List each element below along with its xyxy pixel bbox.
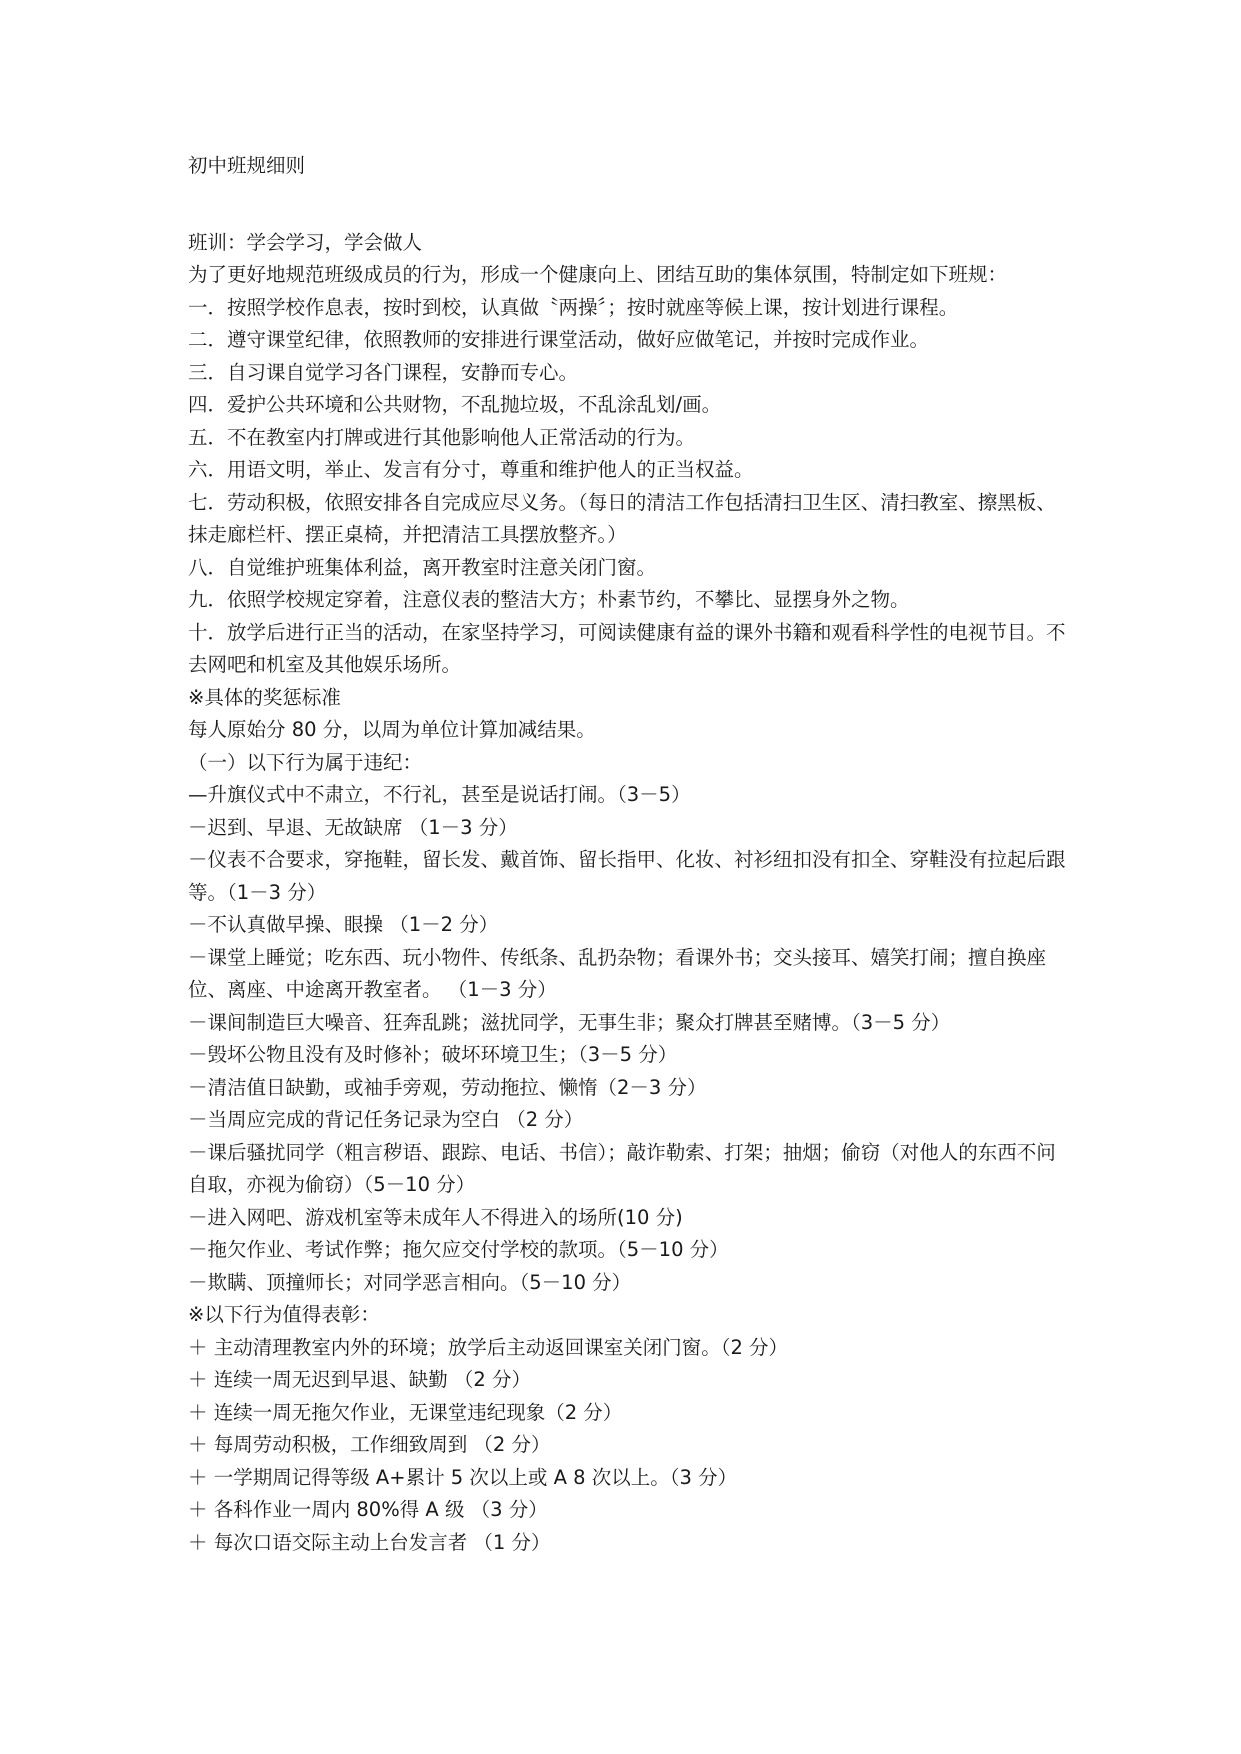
title-spacer [188, 183, 1068, 227]
violation-item: －迟到、早退、无故缺席 （1－3 分） [188, 815, 518, 839]
commendation-item: ＋ 主动清理教室内外的环境；放学后主动返回课室关闭门窗。（2 分） [188, 1335, 789, 1359]
commendations-list [188, 1332, 1068, 1560]
rule-item: 八．自觉维护班集体利益，离开教室时注意关闭门窗。 [188, 555, 657, 579]
commendation-item: ＋ 每次口语交际主动上台发言者 （1 分） [188, 1530, 551, 1554]
violation-item: －进入网吧、游戏机室等未成年人不得进入的场所(10 分) [188, 1205, 683, 1229]
commendation-item: ＋ 各科作业一周内 80%得 A 级 （3 分） [188, 1498, 548, 1521]
document-title: 初中班规细则 [188, 154, 306, 177]
commend-heading: ※以下行为值得表彰： [188, 1303, 380, 1326]
commendation-item: ＋ 一学期周记得等级 A+累计 5 次以上或 A 8 次以上。（3 分） [188, 1465, 738, 1489]
violation-item: －不认真做早操、眼操 （1－2 分） [188, 913, 499, 936]
rule-item: 四．爱护公共环境和公共财物，不乱抛垃圾，不乱涂乱划/画。 [188, 393, 722, 416]
rule-item: 九．依照学校规定穿着，注意仪表的整洁大方；朴素节约，不攀比、显摆身外之物。 [188, 588, 910, 611]
rule-item: 十．放学后进行正当的活动，在家坚持学习，可阅读健康有益的课外书籍和观看科学性的电视节目。不去网吧和机室及其他娱乐场所。 [188, 620, 1066, 676]
violation-item: －拖欠作业、考试作弊；拖欠应交付学校的款项。（5－10 分） [188, 1238, 729, 1261]
rules-list [188, 292, 1068, 682]
document-body [188, 150, 1068, 1559]
violation-item: －毁坏公物且没有及时修补；破坏环境卫生；（3－5 分） [188, 1043, 678, 1066]
violation-item: －欺瞒、顶撞师长；对同学恶言相向。（5－10 分） [188, 1270, 632, 1294]
rule-item: 六．用语文明，举止、发言有分寸，尊重和维护他人的正当权益。 [188, 458, 754, 481]
violation-item: —升旗仪式中不肃立，不行礼，甚至是说话打闹。（3－5） [188, 783, 691, 806]
violation-item: －当周应完成的背记任务记录为空白 （2 分） [188, 1108, 584, 1131]
rule-item: 三．自习课自觉学习各门课程，安静而专心。 [188, 360, 579, 384]
base-score: 每人原始分 80 分，以周为单位计算加减结果。 [188, 718, 596, 741]
commendation-item: ＋ 连续一周无迟到早退、缺勤 （2 分） [188, 1368, 532, 1391]
commendation-item: ＋ 连续一周无拖欠作业，无课堂违纪现象（2 分） [188, 1400, 623, 1424]
violation-item: －课后骚扰同学（粗言秽语、跟踪、电话、书信）；敲诈勒索、打架；抽烟；偷窃（对他人的东西不问自取，亦视为偷窃）（5－10 分） [188, 1140, 1056, 1196]
rule-item: 二．遵守课堂纪律，依照教师的安排进行课堂活动，做好应做笔记，并按时完成作业。 [188, 328, 930, 351]
violation-item: －仪表不合要求，穿拖鞋，留长发、戴首饰、留长指甲、化妆、衬衫纽扣没有扣全、穿鞋没有拉起后跟等。（1－3 分） [188, 848, 1066, 904]
violations-heading: （一）以下行为属于违纪： [188, 750, 423, 774]
intro-paragraph: 为了更好地规范班级成员的行为，形成一个健康向上、团结互助的集体氛围，特制定如下班规： [188, 263, 1008, 286]
commendation-item: ＋ 每周劳动积极，工作细致周到 （2 分） [188, 1433, 551, 1456]
class-motto: 班训：学会学习，学会做人 [188, 230, 423, 254]
rule-item: 五．不在教室内打牌或进行其他影响他人正常活动的行为。 [188, 425, 696, 449]
violation-item: －课堂上睡觉；吃东西、玩小物件、传纸条、乱扔杂物；看课外书；交头接耳、嬉笑打闹；擅自换座位、离座、中途离开教室者。 （1－3 分） [188, 945, 1047, 1001]
rule-item: 一．按照学校作息表，按时到校，认真做〝两操〞；按时就座等候上课，按计划进行课程。 [188, 295, 959, 319]
rule-item: 七．劳动积极，依照安排各自完成应尽义务。（每日的清洁工作包括清扫卫生区、清扫教室、擦黑板、抹走廊栏杆、摆正桌椅，并把清洁工具摆放整齐。） [188, 490, 1056, 546]
violations-list [188, 779, 1068, 1299]
violation-item: －课间制造巨大噪音、狂奔乱跳；滋扰同学，无事生非；聚众打牌甚至赌博。（3－5 分） [188, 1010, 951, 1034]
violation-item: －清洁值日缺勤，或袖手旁观，劳动拖拉、懒惰（2－3 分） [188, 1075, 707, 1099]
rewards-heading: ※具体的奖惩标准 [188, 685, 341, 709]
